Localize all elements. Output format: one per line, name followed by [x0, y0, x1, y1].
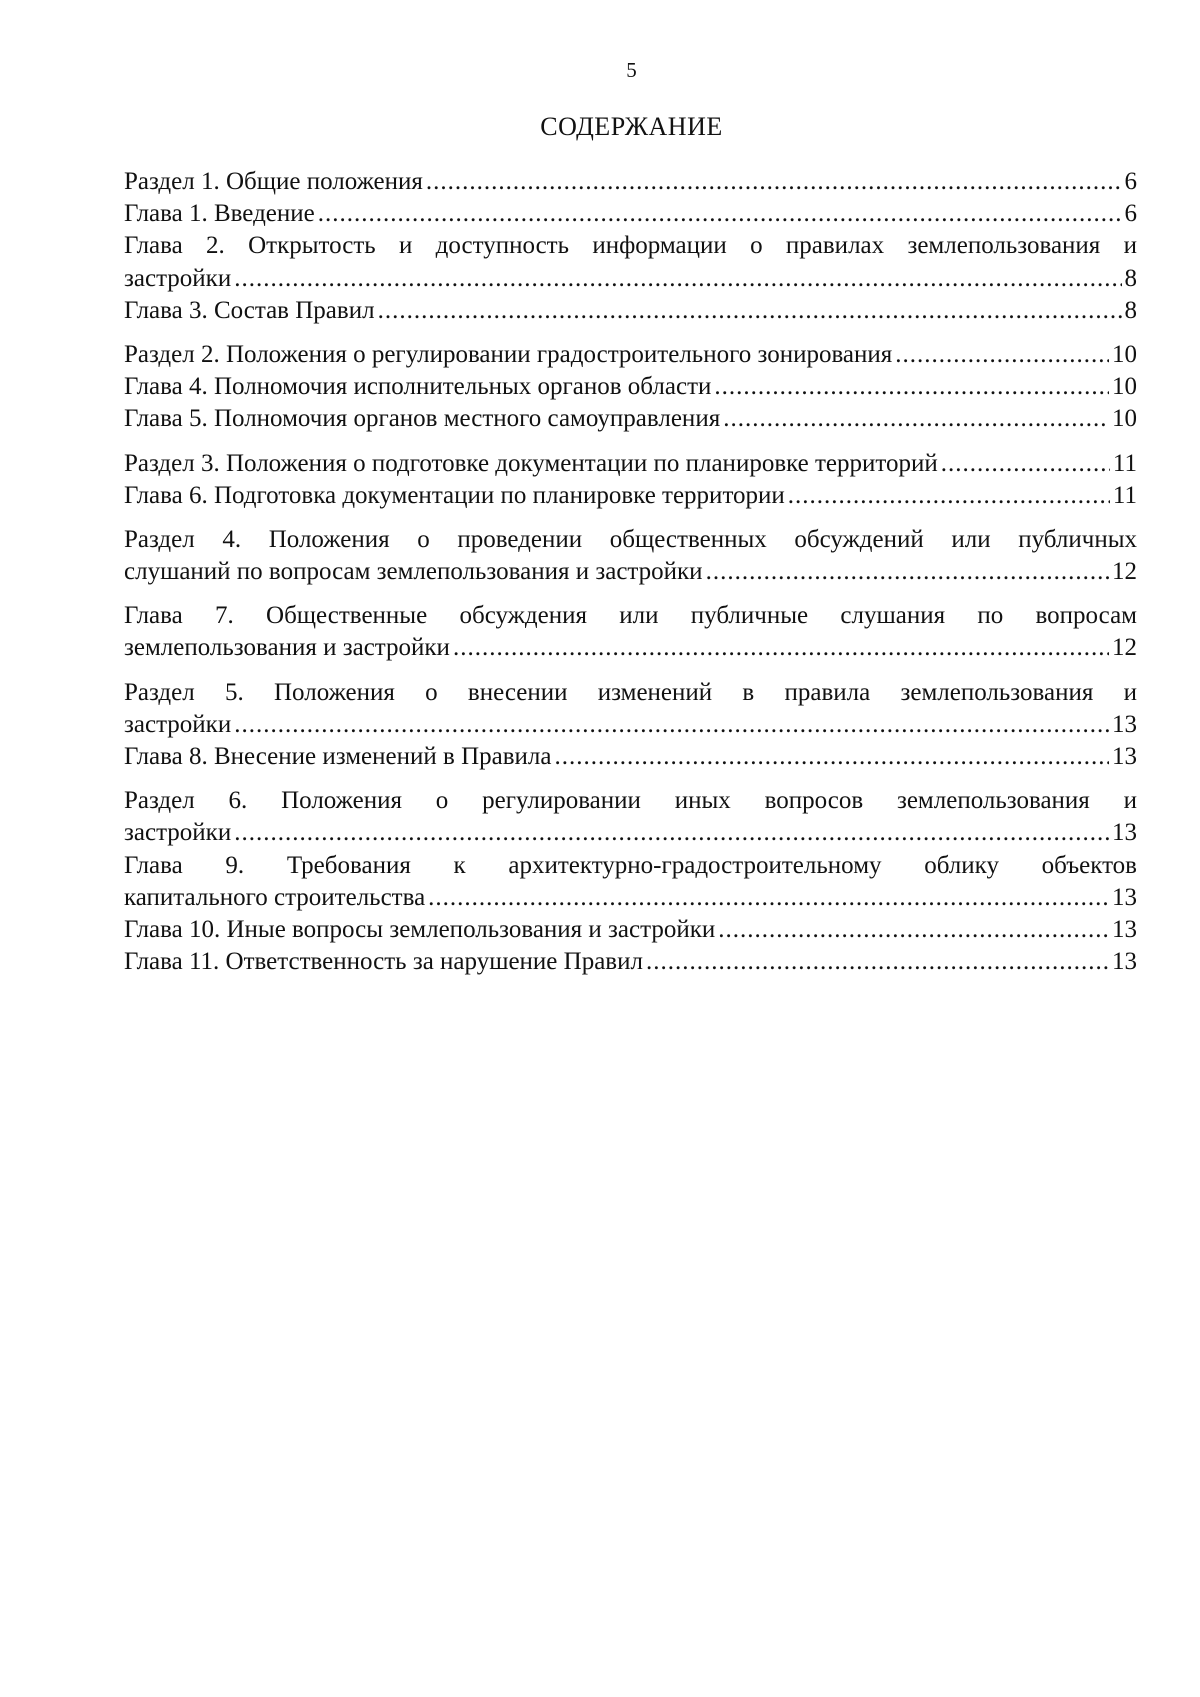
toc-entry-line: Раздел 4. Положения о проведении общественных обсуждений или публичных — [124, 525, 1137, 553]
toc-entry-last-line — [124, 946, 1137, 978]
toc-entry-page-number: 6 — [1124, 168, 1137, 195]
dot-leader — [234, 263, 1121, 295]
toc-entry-line: Раздел 6. Положения о регулировании иных вопросов землепользования и — [124, 787, 1137, 815]
toc-entry-page-number: 13 — [1112, 883, 1137, 911]
toc-entry[interactable] — [124, 339, 1137, 371]
dot-leader — [426, 166, 1122, 198]
dot-leader — [714, 371, 1109, 403]
toc-entry-page-number: 8 — [1124, 296, 1137, 324]
toc-entry-last-line — [124, 914, 1137, 946]
toc-group — [124, 677, 1137, 774]
toc-entry-page-number: 6 — [1124, 200, 1137, 228]
toc-entry-last-line — [124, 632, 1137, 664]
toc-entry-page-number: 13 — [1112, 819, 1137, 847]
toc-entry-label: застройки — [124, 264, 232, 292]
toc-entry-label: Глава 1. Введение — [124, 200, 315, 228]
toc-entry-page-number: 11 — [1112, 481, 1137, 509]
dot-leader — [234, 709, 1109, 741]
toc-entry-last-line — [124, 295, 1137, 327]
toc-entry[interactable] — [124, 524, 1137, 588]
toc-entry-last-line — [124, 403, 1137, 435]
toc-entry-label: слушаний по вопросам землепользования и застройки — [124, 558, 703, 586]
toc-group — [124, 448, 1137, 512]
toc-entry-line: Глава 2. Открытость и доступность информации о правилах землепользования и — [124, 232, 1137, 260]
dot-leader — [646, 946, 1109, 978]
toc-entry[interactable] — [124, 785, 1137, 849]
toc-entry[interactable] — [124, 677, 1137, 741]
toc-group — [124, 339, 1137, 436]
toc-entry-last-line — [124, 709, 1137, 741]
toc-entry-page-number: 11 — [1112, 449, 1137, 477]
toc-entry-last-line — [124, 556, 1137, 588]
toc-group — [124, 524, 1137, 588]
toc-entry-page-number: 13 — [1112, 710, 1137, 738]
dot-leader — [723, 403, 1109, 435]
document-title: СОДЕРЖАНИЕ — [540, 112, 723, 141]
toc-entry-last-line — [124, 741, 1137, 773]
dot-leader — [234, 817, 1109, 849]
toc-entry-last-line — [124, 198, 1137, 230]
toc-entry-label: Глава 3. Состав Правил — [124, 296, 375, 324]
toc-entry-label: застройки — [124, 710, 232, 738]
table-of-contents — [124, 166, 1137, 978]
toc-entry[interactable] — [124, 600, 1137, 664]
toc-entry-page-number: 10 — [1112, 340, 1137, 368]
toc-entry-page-number: 8 — [1124, 264, 1137, 292]
toc-entry-line: Глава 9. Требования к архитектурно-градостроительному облику объектов — [124, 851, 1137, 879]
dot-leader — [788, 480, 1110, 512]
dot-leader — [718, 914, 1109, 946]
dot-leader — [554, 741, 1109, 773]
dot-leader — [318, 198, 1122, 230]
toc-entry[interactable] — [124, 448, 1137, 480]
toc-entry-last-line — [124, 166, 1137, 198]
toc-entry[interactable] — [124, 295, 1137, 327]
dot-leader — [428, 882, 1109, 914]
toc-entry-page-number: 13 — [1112, 743, 1137, 770]
toc-entry-label: Раздел 2. Положения о регулировании градостроительного зонирования — [124, 340, 893, 368]
page-number: 5 — [626, 58, 637, 82]
toc-entry-last-line — [124, 448, 1137, 480]
toc-entry[interactable] — [124, 166, 1137, 198]
toc-entry-label: Глава 5. Полномочия органов местного самоуправления — [124, 405, 721, 433]
toc-entry-last-line — [124, 263, 1137, 295]
toc-entry[interactable] — [124, 403, 1137, 435]
toc-entry-label: Раздел 3. Положения о подготовке документации по планировке территорий — [124, 449, 938, 477]
toc-entry-last-line — [124, 882, 1137, 914]
toc-entry-label: застройки — [124, 819, 232, 847]
toc-entry-label: Глава 10. Иные вопросы землепользования и застройки — [124, 915, 716, 943]
toc-entry-page-number: 12 — [1112, 558, 1137, 586]
dot-leader — [453, 632, 1109, 664]
toc-entry[interactable] — [124, 230, 1137, 294]
dot-leader — [706, 556, 1109, 588]
toc-entry-last-line — [124, 339, 1137, 371]
toc-entry-label: землепользования и застройки — [124, 634, 450, 662]
toc-entry-label: Глава 11. Ответственность за нарушение Правил — [124, 948, 643, 976]
toc-entry-page-number: 10 — [1112, 405, 1137, 433]
toc-entry[interactable] — [124, 914, 1137, 946]
toc-entry-label: Глава 6. Подготовка документации по планировке территории — [124, 481, 785, 509]
toc-entry[interactable] — [124, 371, 1137, 403]
toc-entry[interactable] — [124, 946, 1137, 978]
toc-entry[interactable] — [124, 198, 1137, 230]
toc-entry-page-number: 13 — [1112, 948, 1137, 976]
toc-entry-last-line — [124, 817, 1137, 849]
toc-group — [124, 785, 1137, 978]
dot-leader — [378, 295, 1122, 327]
toc-group — [124, 600, 1137, 664]
toc-entry-last-line — [124, 371, 1137, 403]
toc-entry-last-line — [124, 480, 1137, 512]
toc-entry[interactable] — [124, 480, 1137, 512]
toc-entry-line: Глава 7. Общественные обсуждения или публичные слушания по вопросам — [124, 602, 1137, 630]
toc-entry-label: Раздел 1. Общие положения — [124, 168, 423, 195]
toc-group — [124, 166, 1137, 327]
toc-entry-label: капитального строительства — [124, 883, 426, 911]
dot-leader — [895, 339, 1109, 371]
toc-entry[interactable] — [124, 850, 1137, 914]
toc-entry-page-number: 13 — [1112, 915, 1137, 943]
toc-entry-label: Глава 4. Полномочия исполнительных органов области — [124, 373, 712, 401]
toc-entry-page-number: 12 — [1112, 634, 1137, 662]
toc-entry-page-number: 10 — [1112, 373, 1137, 401]
toc-entry-line: Раздел 5. Положения о внесении изменений в правила землепользования и — [124, 678, 1137, 706]
dot-leader — [941, 448, 1110, 480]
toc-entry[interactable] — [124, 741, 1137, 773]
toc-entry-label: Глава 8. Внесение изменений в Правила — [124, 743, 552, 770]
